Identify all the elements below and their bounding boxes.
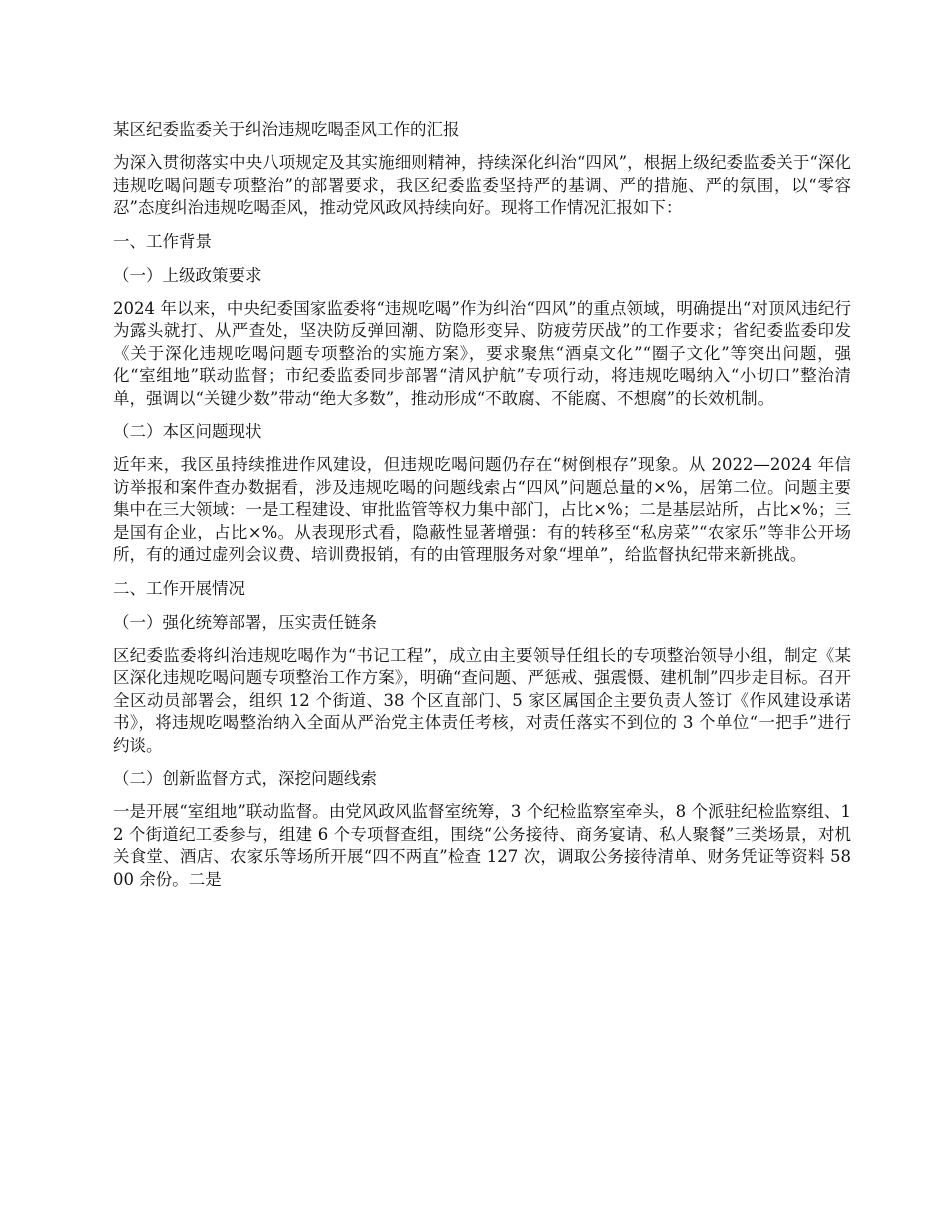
subsection-heading-policy: （一）上级政策要求 (113, 265, 262, 285)
deployment-paragraph: 区纪委监委将纠治违规吃喝作为“书记工程”，成立由主要领导任组长的专项整治领导小组，制定《某区深化违规吃喝问题专项整治工作方案》，明确“查问题、严惩戒、强震慑、建机制”四步走目标。召开全区动员部署会，组织 12 个街道、38 个区直部门、5 家区属国企主要负责人签订《作风建设承诺书》，将违规吃喝整治纳入全面从严治党主体责任考核，对责任落实不到位的 3 个单位“一把手”进行约谈。 (113, 645, 851, 755)
policy-paragraph: 2024 年以来，中央纪委国家监委将“违规吃喝”作为纠治“四风”的重点领域，明确提出“对顶风违纪行为露头就打、从严查处，坚决防反弹回潮、防隐形变异、防疲劳厌战”的工作要求；省纪委监委印发《关于深化违规吃喝问题专项整治的实施方案》，要求聚焦“酒桌文化”“圈子文化”等突出问题，强化“室组地”联动监督；市纪委监委同步部署“清风护航”专项行动，将违规吃喝纳入“小切口”整治清单，强调以“关键少数”带动“绝大多数”，推动形成“不敢腐、不能腐、不想腐”的长效机制。 (113, 298, 851, 408)
document-page (113, 118, 851, 901)
subsection-heading-deployment: （一）强化统筹部署，压实责任链条 (113, 612, 377, 632)
document-title: 某区纪委监委关于纠治违规吃喝歪风工作的汇报 (113, 120, 460, 139)
supervision-paragraph: 一是开展“室组地”联动监督。由党风政风监督室统筹，3 个纪检监察室牵头，8 个派驻纪检监察组、12 个街道纪工委参与，组建 6 个专项督查组，围绕“公务接待、商务宴请、私人聚餐”三类场景，对机关食堂、酒店、农家乐等场所开展“四不两直”检查 127 次，调取公务接待清单、财务凭证等资料 5800 余份。二是 (113, 802, 851, 889)
section-heading-progress: 二、工作开展情况 (113, 578, 245, 598)
intro-paragraph: 为深入贯彻落实中央八项规定及其实施细则精神，持续深化纠治“四风”，根据上级纪委监委关于“深化违规吃喝问题专项整治”的部署要求，我区纪委监委坚持严的基调、严的措施、严的氛围，以“零容忍”态度纠治违规吃喝歪风，推动党风政风持续向好。现将工作情况汇报如下： (113, 153, 851, 217)
subsection-heading-supervision: （二）创新监督方式，深挖问题线索 (113, 769, 377, 788)
section-heading-background: 一、工作背景 (113, 231, 212, 251)
subsection-heading-status: （二）本区问题现状 (113, 422, 262, 441)
status-paragraph: 近年来，我区虽持续推进作风建设，但违规吃喝问题仍存在“树倒根存”现象。从 2022—2024 年信访举报和案件查办数据看，涉及违规吃喝的问题线索占“四风”问题总量的×%，居第二位。问题主要集中在三大领域：一是工程建设、审批监管等权力集中部门，占比×%；二是基层站所，占比×%；三是国有企业，占比×%。从表现形式看，隐蔽性显著增强：有的转移至“私房菜”“农家乐”等非公开场所，有的通过虚列会议费、培训费报销，有的由管理服务对象“埋单”，给监督执纪带来新挑战。 (113, 455, 851, 564)
